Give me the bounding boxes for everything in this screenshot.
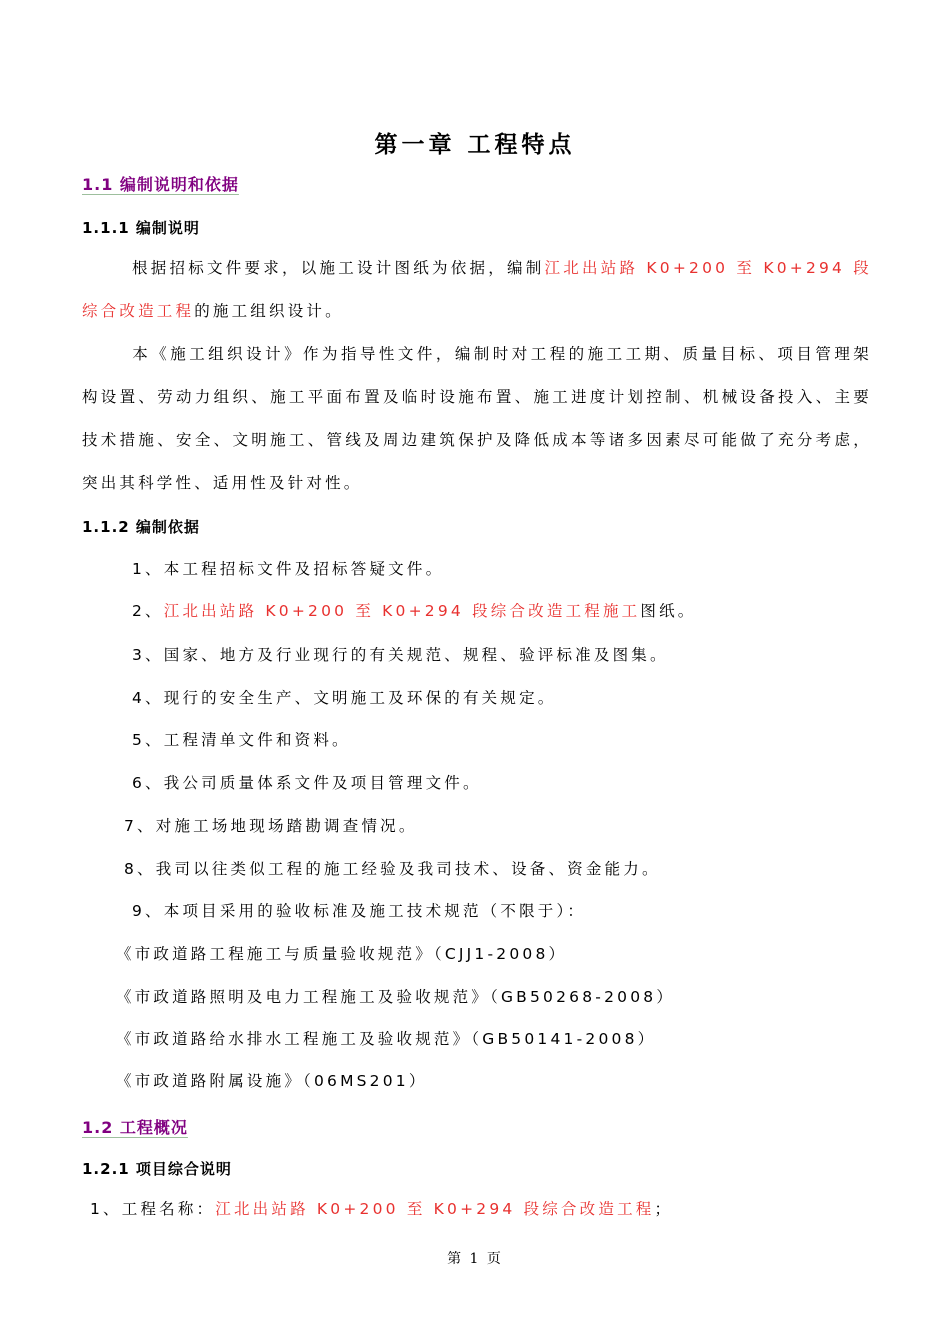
item-label: 1、工程名称：: [90, 1200, 216, 1218]
section-1-1-heading: 1.1 编制说明和依据: [82, 175, 239, 194]
basis-item-9: 9、本项目采用的验收标准及施工技术规范（不限于）：: [132, 902, 587, 920]
paragraph-text: 根据招标文件要求，以施工设计图纸为依据，编制: [132, 259, 545, 277]
section-1-2-1-heading: 1.2.1 项目综合说明: [82, 1160, 232, 1178]
item-text: 图纸。: [640, 602, 697, 620]
project-name-item: [90, 1188, 673, 1231]
paragraph-text: 本《施工组织设计》作为指导性文件，编制时对工程的施工工期、质量目标、项目管理架构设置、劳动力组织、施工平面布置及临时设施布置、施工进度计划控制、机械设备投入、主要技术措施、安全、文明施工、管线及周边建筑保护及降低成本等诸多因素尽可能做了充分考虑，突出其科学性、适用性及针对性。: [82, 345, 872, 492]
paragraph-text: 的施工组织设计。: [194, 302, 344, 320]
basis-item-1: 1、本工程招标文件及招标答疑文件。: [132, 560, 445, 578]
standard-item-3: 《市政道路给水排水工程施工及验收规范》（GB50141-2008）: [116, 1030, 657, 1048]
item-text: ；: [654, 1200, 674, 1218]
paragraph-compile-description: [82, 247, 872, 333]
standard-item-4: 《市政道路附属设施》（06MS201）: [116, 1072, 428, 1090]
basis-item-6: 6、我公司质量体系文件及项目管理文件。: [132, 774, 482, 792]
basis-item-8: 8、我司以往类似工程的施工经验及我司技术、设备、资金能力。: [124, 860, 661, 878]
basis-item-2: [132, 590, 696, 633]
item-number: 2、: [132, 602, 164, 620]
basis-item-5: 5、工程清单文件和资料。: [132, 731, 351, 749]
basis-item-7: 7、对施工场地现场踏勘调查情况。: [124, 817, 418, 835]
basis-item-4: 4、现行的安全生产、文明施工及环保的有关规定。: [132, 689, 557, 707]
page-number: 第 1 页: [447, 1251, 503, 1267]
paragraph-guidance: [82, 333, 872, 505]
section-1-1-2-heading: 1.1.2 编制依据: [82, 518, 200, 536]
project-name-highlight: 江北出站路 K0+200 至 K0+294 段综合改造工程: [82, 259, 872, 320]
project-name-highlight: 江北出站路 K0+200 至 K0+294 段综合改造工程施工: [163, 602, 641, 620]
section-1-2-heading: 1.2 工程概况: [82, 1118, 188, 1137]
section-1-1-1-heading: 1.1.1 编制说明: [82, 219, 200, 237]
basis-item-3: 3、国家、地方及行业现行的有关规范、规程、验评标准及图集。: [132, 646, 669, 664]
standard-item-2: 《市政道路照明及电力工程施工及验收规范》（GB50268-2008）: [116, 988, 676, 1006]
project-name-highlight: 江北出站路 K0+200 至 K0+294 段综合改造工程: [215, 1200, 655, 1218]
chapter-title: 第一章 工程特点: [374, 132, 576, 158]
standard-item-1: 《市政道路工程施工与质量验收规范》（CJJ1-2008）: [116, 945, 568, 963]
